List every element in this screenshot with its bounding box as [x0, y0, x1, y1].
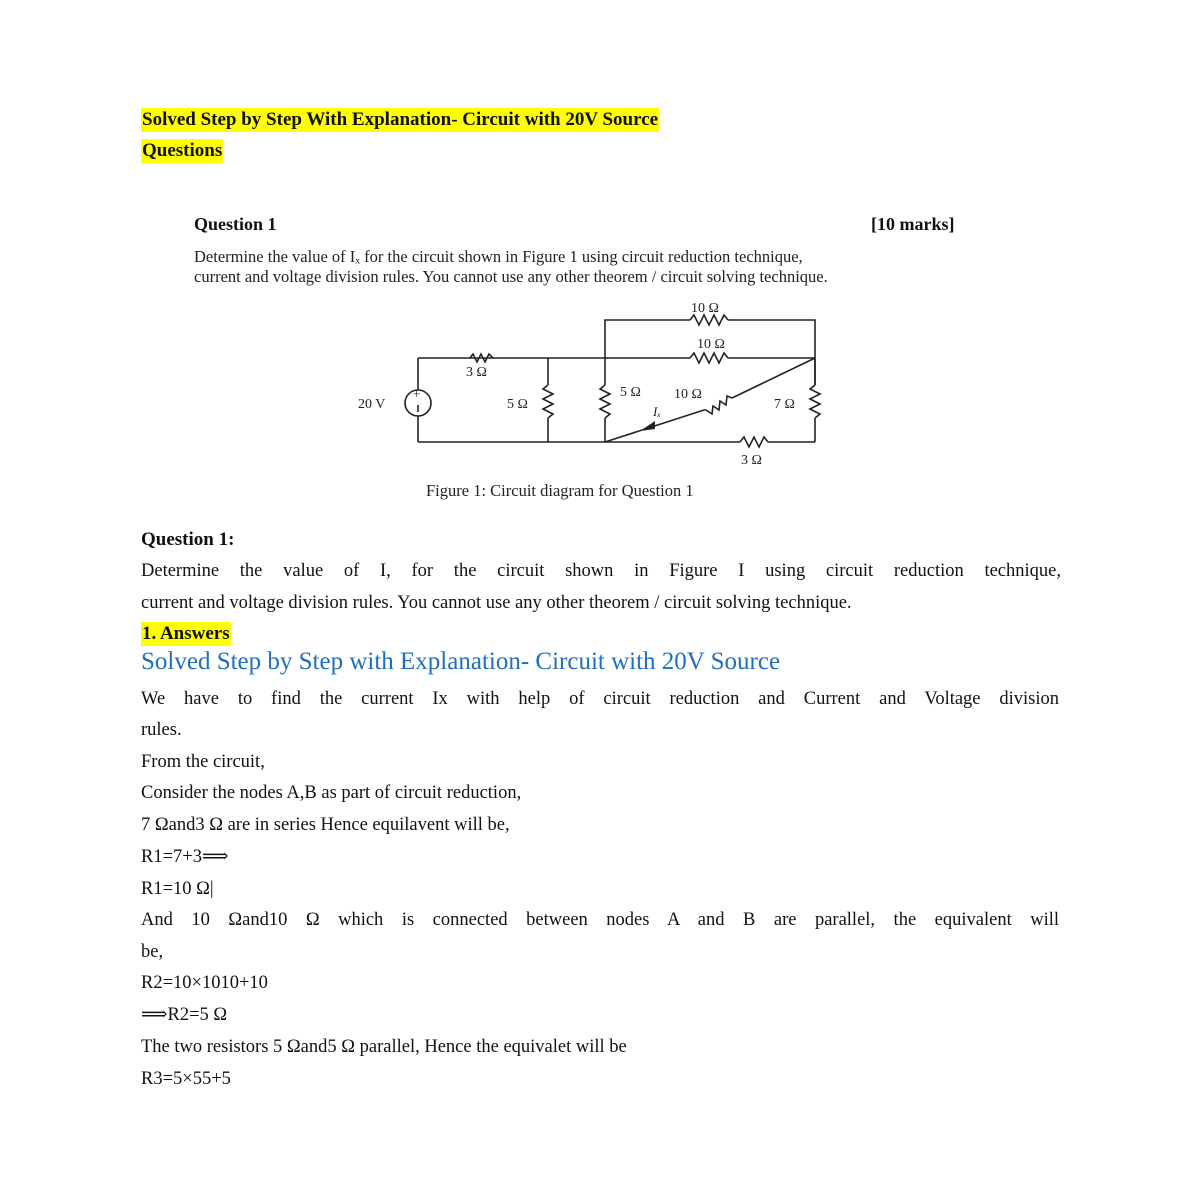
resistor-top-inner-zigzag: [690, 353, 728, 363]
question-card-marks: [10 marks]: [871, 214, 955, 234]
paragraph-2: From the circuit,: [141, 752, 265, 772]
label-r-left-shunt: 5 Ω: [507, 397, 528, 412]
equation-4: ⟹R2=5 Ω: [141, 1005, 228, 1025]
current-arrow-icon: [640, 421, 655, 431]
circuit-diagram: [340, 295, 860, 475]
resistor-bottom-zigzag: [740, 437, 768, 447]
label-r-bottom: 3 Ω: [741, 453, 762, 468]
question-card-text-line2: current and voltage division rules. You cannot use any other theorem / circuit solving technique.: [194, 267, 828, 286]
label-r-top-outer: 10 Ω: [691, 301, 719, 316]
paragraph-5-line1: And 10 Ωand10 Ω which is connected between nodes A and B are parallel, the equivalent will: [141, 910, 1059, 930]
paragraph-3: Consider the nodes A,B as part of circuit reduction,: [141, 783, 522, 803]
resistor-right-zigzag: [810, 385, 820, 418]
label-current: Iₓ: [653, 404, 662, 419]
question-card-text-line1: Determine the value of Iₓ for the circuit shown in Figure 1 using circuit reduction technique,: [194, 247, 803, 266]
question-line2: current and voltage division rules. You cannot use any other theorem / circuit solving technique.: [141, 593, 852, 613]
paragraph-1-line2: rules.: [141, 720, 182, 740]
label-r-mid-shunt: 5 Ω: [620, 385, 641, 400]
figure-caption: Figure 1: Circuit diagram for Question 1: [426, 481, 694, 500]
source-plus-sign: +: [413, 386, 421, 401]
label-r-diag: 10 Ω: [674, 387, 702, 402]
resistor-top-outer-zigzag: [690, 315, 728, 325]
wire-diagonal-upper: [732, 358, 815, 398]
label-source: 20 V: [358, 397, 386, 412]
paragraph-6: The two resistors 5 Ωand5 Ω parallel, Hence the equivalet will be: [141, 1037, 627, 1057]
equation-1: R1=7+3⟹: [141, 847, 229, 867]
question-card-label: Question 1: [194, 214, 277, 234]
answers-label: 1. Answers: [142, 623, 230, 644]
label-r-right: 7 Ω: [774, 397, 795, 412]
wire-top-outer: [605, 320, 690, 358]
paragraph-1-line1: We have to find the current Ix with help of circuit reduction and Current and Voltage division: [141, 689, 1059, 709]
resistor-left-shunt-zigzag: [543, 385, 553, 418]
label-r-left-series: 3 Ω: [466, 365, 487, 380]
question-heading: Question 1:: [141, 529, 235, 550]
resistor-mid-shunt-zigzag: [600, 385, 610, 418]
section-questions-label: Questions: [142, 140, 223, 161]
paragraph-5-line2: be,: [141, 942, 164, 962]
paragraph-4: 7 Ωand3 Ω are in series Hence equilavent will be,: [141, 815, 510, 835]
equation-3: R2=10×1010+10: [141, 973, 268, 993]
equation-2: R1=10 Ω|: [141, 879, 214, 899]
wire-top-outer-right: [728, 320, 815, 385]
page-title: Solved Step by Step With Explanation- Circuit with 20V Source: [142, 109, 659, 130]
resistor-diagonal-zigzag: [704, 396, 732, 414]
question-line1: Determine the value of I, for the circuit shown in Figure I using circuit reduction technique,: [141, 561, 1061, 581]
label-r-top-inner: 10 Ω: [697, 337, 725, 352]
equation-5: R3=5×55+5: [141, 1069, 231, 1089]
answer-title: Solved Step by Step with Explanation- Circuit with 20V Source: [141, 648, 781, 675]
